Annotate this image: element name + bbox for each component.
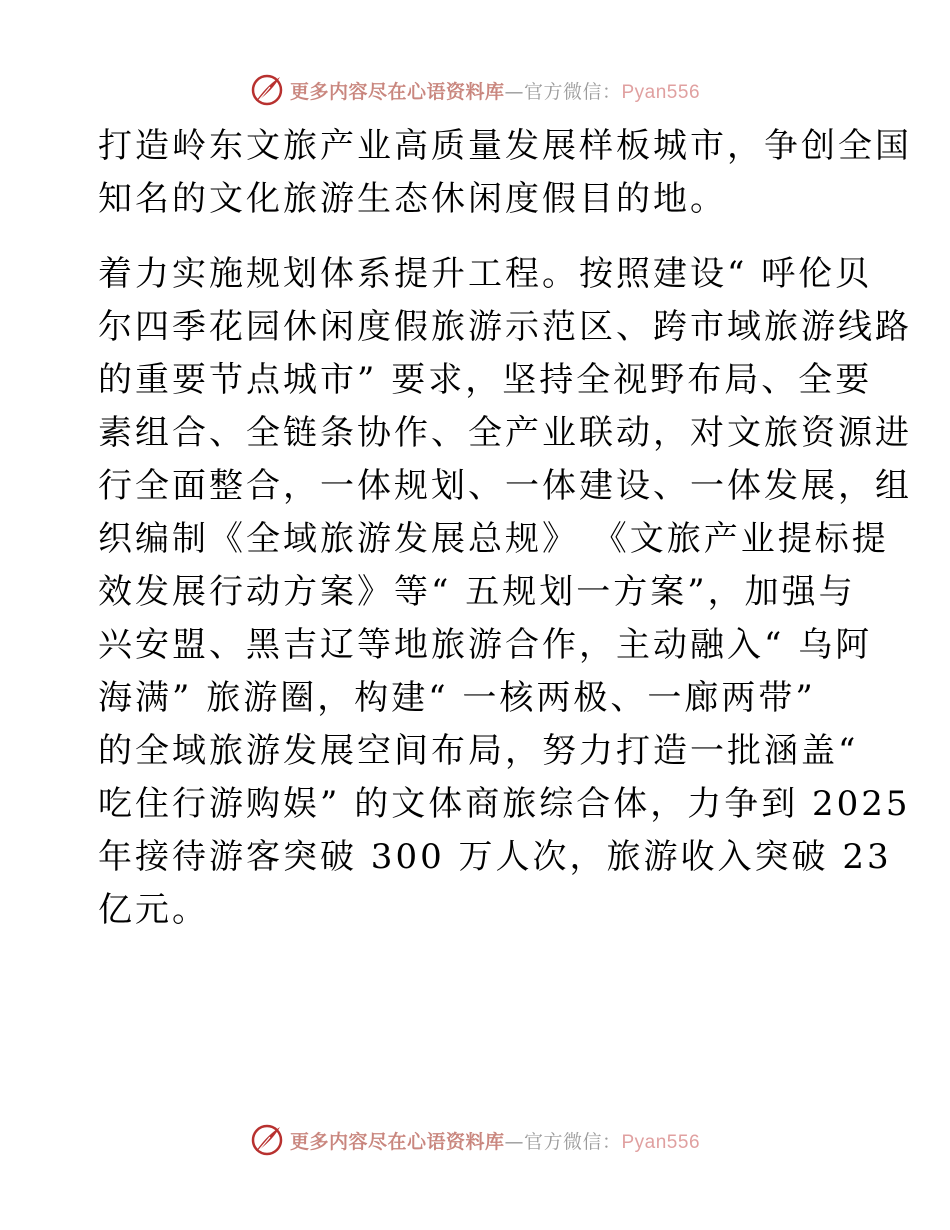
text-line: 年接待游客突破 300 万人次，旅游收入突破 23 [98, 837, 892, 877]
quill-pen-logo-icon [250, 1123, 284, 1157]
text-line: 尔四季花园休闲度假旅游示范区、跨市域旅游线路 [98, 307, 912, 347]
text-line: 素组合、全链条协作、全产业联动，对文旅资源进 [98, 413, 912, 453]
footer-banner-text [290, 1127, 700, 1154]
text-line: 海满” 旅游圈，构建“ 一核两极、一廊两带” [98, 678, 816, 718]
text-line: 打造岭东文旅产业高质量发展样板城市，争创全国 [98, 126, 912, 166]
text-line: 的全域旅游发展空间布局，努力打造一批涵盖“ [98, 731, 859, 771]
quill-pen-logo-icon [250, 73, 284, 107]
paragraph-1 [98, 120, 912, 226]
header-wechat-label: 官方微信： [523, 80, 622, 103]
text-line: 知名的文化旅游生态休闲度假目的地。 [98, 179, 727, 219]
footer-banner [0, 1120, 950, 1160]
header-separator: — [504, 80, 524, 103]
text-line: 着力实施规划体系提升工程。按照建设“ 呼伦贝 [98, 254, 873, 294]
header-banner [0, 70, 950, 110]
footer-wechat-label: 官方微信： [523, 1130, 622, 1153]
footer-brand: 更多内容尽在心语资料库 [289, 1130, 505, 1153]
footer-separator: — [504, 1130, 524, 1153]
header-wechat-id: Pyan556 [621, 81, 701, 103]
footer-wechat-id: Pyan556 [621, 1131, 701, 1153]
text-line: 吃住行游购娱” 的文体商旅综合体，力争到 2025 [98, 784, 911, 824]
text-line: 兴安盟、黑吉辽等地旅游合作，主动融入“ 乌阿 [98, 625, 873, 665]
document-body [98, 120, 912, 937]
header-banner-text [290, 77, 700, 104]
header-brand: 更多内容尽在心语资料库 [289, 80, 505, 103]
text-line: 效发展行动方案》等“ 五规划一方案”，加强与 [98, 572, 856, 612]
text-line: 织编制《全域旅游发展总规》 《文旅产业提标提 [98, 519, 889, 559]
text-line: 亿元。 [98, 890, 209, 930]
text-line: 的重要节点城市” 要求，坚持全视野布局、全要 [98, 360, 873, 400]
text-line: 行全面整合，一体规划、一体建设、一体发展，组 [98, 466, 912, 506]
paragraph-2 [98, 248, 912, 937]
